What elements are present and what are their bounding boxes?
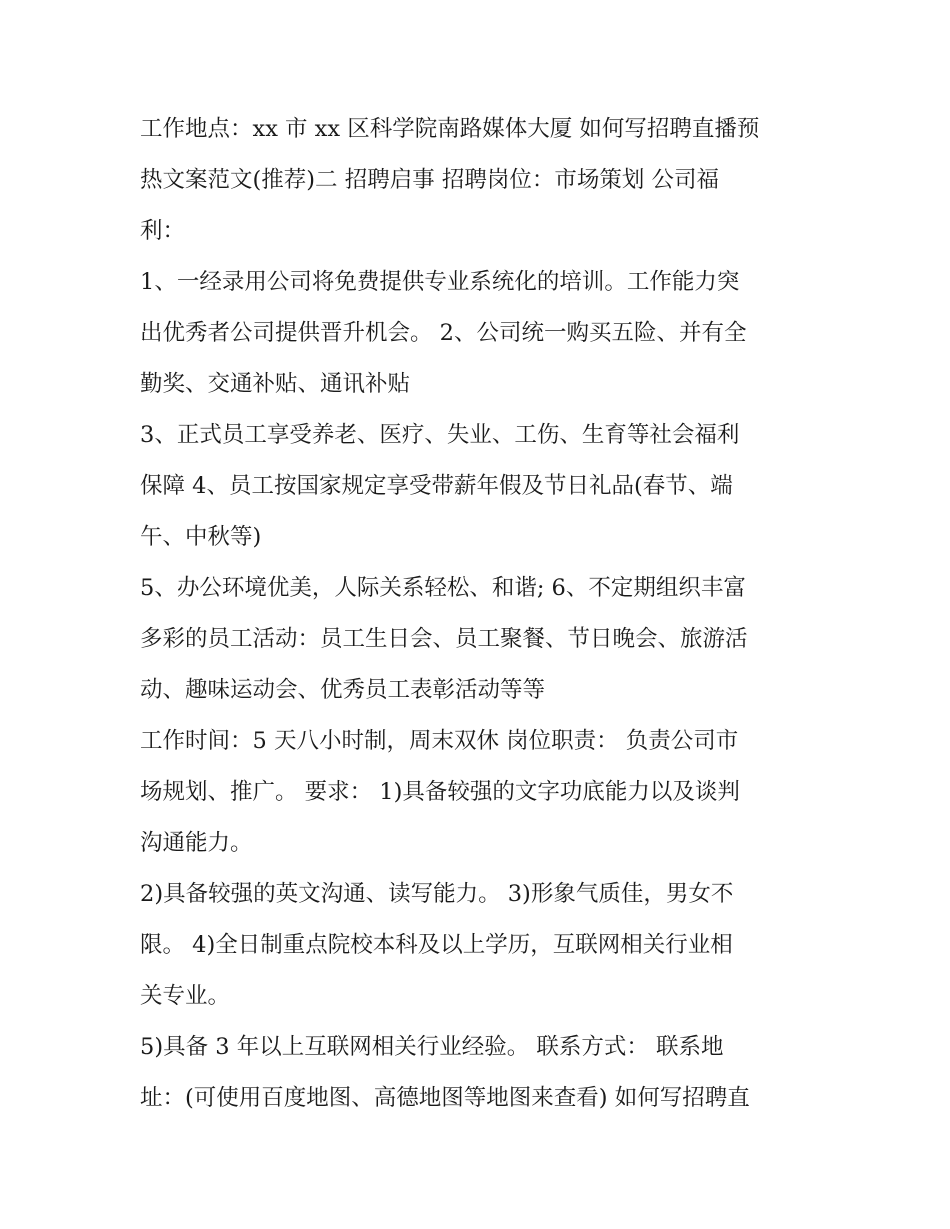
text-line: 关专业。 xyxy=(140,983,231,1009)
text-line: 工作时间：5 天八小时制，周末双休 岗位职责： 负责公司市 xyxy=(140,728,739,754)
text-line: 出优秀者公司提供晋升机会。 2、公司统一购买五险、并有全 xyxy=(140,320,747,346)
paragraph-work-hours xyxy=(140,716,820,869)
text-line: 保障 4、员工按国家规定享受带薪年假及节日礼品(春节、端 xyxy=(140,473,733,499)
text-line: 勤奖、交通补贴、通讯补贴 xyxy=(140,371,411,397)
text-line: 午、中秋等) xyxy=(140,524,262,550)
text-line: 动、趣味运动会、优秀员工表彰活动等等 xyxy=(140,677,546,703)
paragraph-benefit-1-2 xyxy=(140,257,820,410)
text-line: 热文案范文(推荐)二 招聘启事 招聘岗位：市场策划 公司福 xyxy=(140,167,720,193)
paragraph-benefit-5-6 xyxy=(140,563,820,716)
paragraph-contact xyxy=(140,1022,820,1124)
text-line: 址：(可使用百度地图、高德地图等地图来查看) 如何写招聘直 xyxy=(140,1085,750,1111)
text-line: 2)具备较强的英文沟通、读写能力。 3)形象气质佳，男女不 xyxy=(140,881,734,907)
paragraph-benefit-3-4 xyxy=(140,410,820,563)
text-line: 限。 4)全日制重点院校本科及以上学历，互联网相关行业相 xyxy=(140,932,733,958)
text-line: 3、正式员工享受养老、医疗、失业、工伤、生育等社会福利 xyxy=(140,422,740,448)
paragraph-requirements xyxy=(140,869,820,1022)
text-line: 多彩的员工活动：员工生日会、员工聚餐、节日晚会、旅游活 xyxy=(140,626,748,652)
text-line: 5)具备 3 年以上互联网相关行业经验。 联系方式： 联系地 xyxy=(140,1034,724,1060)
text-line: 利： xyxy=(140,218,186,244)
document-body xyxy=(140,104,820,1124)
text-line: 沟通能力。 xyxy=(140,830,253,856)
text-line: 5、办公环境优美，人际关系轻松、和谐; 6、不定期组织丰富 xyxy=(140,575,746,601)
text-line: 场规划、推广。 要求： 1)具备较强的文字功底能力以及谈判 xyxy=(140,779,740,805)
paragraph-work-location xyxy=(140,104,820,257)
text-line: 工作地点：xx 市 xx 区科学院南路媒体大厦 如何写招聘直播预 xyxy=(140,116,760,142)
text-line: 1、一经录用公司将免费提供专业系统化的培训。工作能力突 xyxy=(140,269,740,295)
